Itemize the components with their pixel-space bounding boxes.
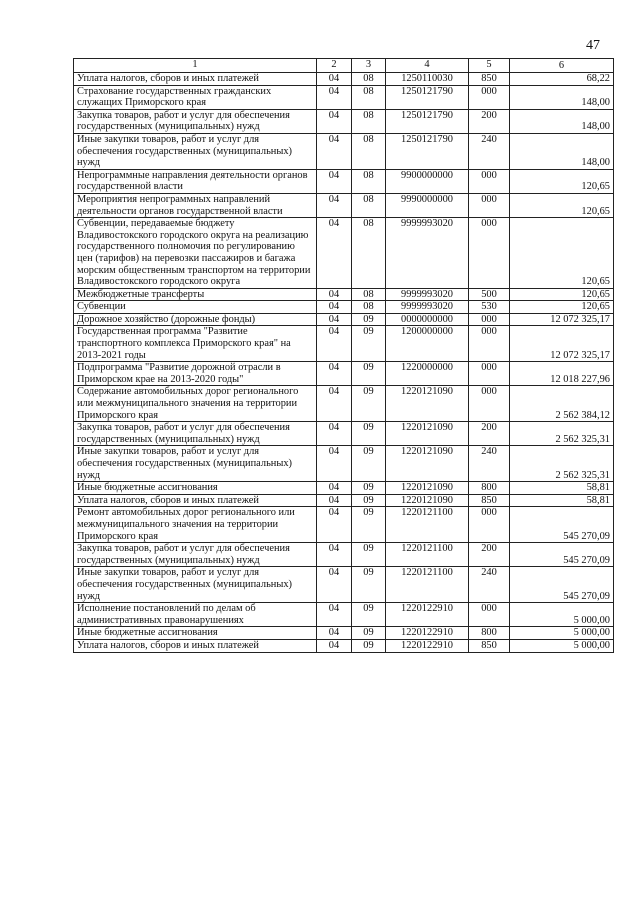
row-section-cell: 04 [317,301,352,314]
row-target-article-cell: 1200000000 [386,326,469,362]
row-target-article-cell: 1220122910 [386,639,469,652]
row-expense-type-cell: 240 [469,446,510,482]
table-row [74,422,614,446]
row-target-article-cell: 1220121090 [386,386,469,422]
row-section-cell: 04 [317,422,352,446]
table-row [74,446,614,482]
row-section-cell: 04 [317,288,352,301]
row-expense-type-cell: 530 [469,301,510,314]
row-name-cell: Мероприятия непрограммных направлений деятельности органов государственной власти [74,193,317,217]
row-amount-cell: 2 562 384,12 [510,386,614,422]
row-target-article-cell: 1250110030 [386,73,469,86]
row-section-cell: 04 [317,482,352,495]
row-name-cell: Иные закупки товаров, работ и услуг для обеспечения государственных (муниципальных) нужд [74,567,317,603]
row-amount-cell: 5 000,00 [510,639,614,652]
row-subsection-cell: 08 [352,218,386,289]
table-row [74,218,614,289]
row-subsection-cell: 09 [352,446,386,482]
table-row [74,543,614,567]
row-target-article-cell: 1220122910 [386,603,469,627]
row-amount-cell: 148,00 [510,133,614,169]
table-row [74,627,614,640]
row-subsection-cell: 08 [352,193,386,217]
row-name-cell: Непрограммные направления деятельности органов государственной власти [74,169,317,193]
row-expense-type-cell: 000 [469,603,510,627]
row-target-article-cell: 1250121790 [386,85,469,109]
table-row [74,326,614,362]
row-name-cell: Государственная программа "Развитие транспортного комплекса Приморского края" на 2013-2021 годы [74,326,317,362]
row-target-article-cell: 1220122910 [386,627,469,640]
row-subsection-cell: 09 [352,639,386,652]
table-row [74,603,614,627]
table-header-row [74,59,614,73]
row-section-cell: 04 [317,326,352,362]
table-row [74,301,614,314]
row-name-cell: Иные бюджетные ассигнования [74,482,317,495]
row-amount-cell: 120,65 [510,193,614,217]
row-subsection-cell: 09 [352,507,386,543]
row-amount-cell: 5 000,00 [510,603,614,627]
row-amount-cell: 120,65 [510,301,614,314]
row-section-cell: 04 [317,543,352,567]
row-section-cell: 04 [317,507,352,543]
row-subsection-cell: 09 [352,482,386,495]
row-name-cell: Страхование государственных гражданских служащих Приморского края [74,85,317,109]
row-expense-type-cell: 000 [469,313,510,326]
table-row [74,169,614,193]
budget-table [73,58,614,653]
row-expense-type-cell: 000 [469,85,510,109]
row-amount-cell: 120,65 [510,218,614,289]
header-col-2: 2 [317,59,352,73]
row-subsection-cell: 09 [352,603,386,627]
row-expense-type-cell: 000 [469,507,510,543]
row-target-article-cell: 9999993020 [386,218,469,289]
row-amount-cell: 148,00 [510,109,614,133]
row-name-cell: Субвенции [74,301,317,314]
row-subsection-cell: 09 [352,313,386,326]
row-target-article-cell: 9999993020 [386,288,469,301]
table-row [74,507,614,543]
row-subsection-cell: 08 [352,85,386,109]
row-expense-type-cell: 000 [469,386,510,422]
row-target-article-cell: 1220000000 [386,362,469,386]
row-amount-cell: 12 072 325,17 [510,313,614,326]
table-row [74,567,614,603]
table-row [74,73,614,86]
table-row [74,133,614,169]
row-subsection-cell: 09 [352,362,386,386]
row-name-cell: Иные закупки товаров, работ и услуг для обеспечения государственных (муниципальных) нужд [74,133,317,169]
row-target-article-cell: 1220121100 [386,567,469,603]
row-name-cell: Подпрограмма "Развитие дорожной отрасли в Приморском крае на 2013-2020 годы" [74,362,317,386]
row-section-cell: 04 [317,193,352,217]
table-row [74,362,614,386]
row-expense-type-cell: 000 [469,362,510,386]
row-section-cell: 04 [317,567,352,603]
row-amount-cell: 12 018 227,96 [510,362,614,386]
row-name-cell: Субвенции, передаваемые бюджету Владивостокского городского округа на реализацию государственного полномочия по регулированию цен (тарифов) на перевозки пассажиров и багажа морским общественным транспортом на территории Владивостокского городского округа [74,218,317,289]
row-target-article-cell: 9900000000 [386,169,469,193]
row-name-cell: Закупка товаров, работ и услуг для обеспечения государственных (муниципальных) нужд [74,543,317,567]
row-name-cell: Исполнение постановлений по делам об административных правонарушениях [74,603,317,627]
header-col-3: 3 [352,59,386,73]
header-col-5: 5 [469,59,510,73]
row-amount-cell: 2 562 325,31 [510,446,614,482]
row-subsection-cell: 09 [352,543,386,567]
table-row [74,639,614,652]
table-row [74,386,614,422]
row-amount-cell: 120,65 [510,169,614,193]
row-expense-type-cell: 200 [469,109,510,133]
row-target-article-cell: 1220121090 [386,494,469,507]
row-target-article-cell: 1250121790 [386,133,469,169]
row-amount-cell: 2 562 325,31 [510,422,614,446]
row-name-cell: Ремонт автомобильных дорог регионального или межмуниципального значения на территории Приморского края [74,507,317,543]
row-section-cell: 04 [317,169,352,193]
row-name-cell: Иные бюджетные ассигнования [74,627,317,640]
row-expense-type-cell: 000 [469,193,510,217]
row-name-cell: Закупка товаров, работ и услуг для обеспечения государственных (муниципальных) нужд [74,422,317,446]
row-section-cell: 04 [317,494,352,507]
row-expense-type-cell: 000 [469,326,510,362]
row-target-article-cell: 1220121090 [386,482,469,495]
row-name-cell: Дорожное хозяйство (дорожные фонды) [74,313,317,326]
row-expense-type-cell: 800 [469,482,510,495]
row-subsection-cell: 09 [352,326,386,362]
table-row [74,109,614,133]
row-expense-type-cell: 000 [469,218,510,289]
row-expense-type-cell: 500 [469,288,510,301]
row-expense-type-cell: 240 [469,133,510,169]
table-row [74,193,614,217]
row-amount-cell: 12 072 325,17 [510,326,614,362]
row-section-cell: 04 [317,313,352,326]
header-col-6: 6 [510,59,614,73]
table-row [74,494,614,507]
row-section-cell: 04 [317,73,352,86]
row-section-cell: 04 [317,639,352,652]
row-expense-type-cell: 000 [469,169,510,193]
row-section-cell: 04 [317,218,352,289]
row-subsection-cell: 08 [352,133,386,169]
row-subsection-cell: 09 [352,627,386,640]
page-number: 47 [586,38,600,53]
row-expense-type-cell: 850 [469,73,510,86]
row-amount-cell: 58,81 [510,494,614,507]
row-expense-type-cell: 240 [469,567,510,603]
row-name-cell: Межбюджетные трансферты [74,288,317,301]
row-amount-cell: 5 000,00 [510,627,614,640]
row-expense-type-cell: 200 [469,422,510,446]
row-target-article-cell: 9990000000 [386,193,469,217]
row-target-article-cell: 1220121090 [386,446,469,482]
row-section-cell: 04 [317,362,352,386]
row-section-cell: 04 [317,386,352,422]
row-target-article-cell: 1220121100 [386,507,469,543]
row-subsection-cell: 09 [352,386,386,422]
header-col-1: 1 [74,59,317,73]
header-col-4: 4 [386,59,469,73]
row-subsection-cell: 08 [352,109,386,133]
row-name-cell: Уплата налогов, сборов и иных платежей [74,639,317,652]
row-amount-cell: 545 270,09 [510,567,614,603]
row-amount-cell: 148,00 [510,85,614,109]
row-amount-cell: 545 270,09 [510,507,614,543]
row-expense-type-cell: 850 [469,494,510,507]
row-section-cell: 04 [317,603,352,627]
row-section-cell: 04 [317,627,352,640]
table-row [74,313,614,326]
row-subsection-cell: 08 [352,301,386,314]
budget-table-body [74,59,614,653]
row-expense-type-cell: 850 [469,639,510,652]
row-section-cell: 04 [317,85,352,109]
row-amount-cell: 120,65 [510,288,614,301]
row-subsection-cell: 09 [352,422,386,446]
row-name-cell: Содержание автомобильных дорог регионального или межмуниципального значения на территории Приморского края [74,386,317,422]
table-row [74,288,614,301]
row-target-article-cell: 0000000000 [386,313,469,326]
row-section-cell: 04 [317,109,352,133]
row-expense-type-cell: 800 [469,627,510,640]
row-target-article-cell: 1220121100 [386,543,469,567]
row-amount-cell: 58,81 [510,482,614,495]
row-subsection-cell: 08 [352,288,386,301]
table-row [74,85,614,109]
row-name-cell: Иные закупки товаров, работ и услуг для обеспечения государственных (муниципальных) нужд [74,446,317,482]
row-amount-cell: 545 270,09 [510,543,614,567]
row-name-cell: Уплата налогов, сборов и иных платежей [74,494,317,507]
row-target-article-cell: 1250121790 [386,109,469,133]
row-subsection-cell: 09 [352,567,386,603]
row-name-cell: Закупка товаров, работ и услуг для обеспечения государственных (муниципальных) нужд [74,109,317,133]
row-subsection-cell: 08 [352,73,386,86]
row-amount-cell: 68,22 [510,73,614,86]
row-section-cell: 04 [317,446,352,482]
row-section-cell: 04 [317,133,352,169]
row-subsection-cell: 09 [352,494,386,507]
table-row [74,482,614,495]
row-subsection-cell: 08 [352,169,386,193]
row-target-article-cell: 9999993020 [386,301,469,314]
row-name-cell: Уплата налогов, сборов и иных платежей [74,73,317,86]
row-target-article-cell: 1220121090 [386,422,469,446]
row-expense-type-cell: 200 [469,543,510,567]
